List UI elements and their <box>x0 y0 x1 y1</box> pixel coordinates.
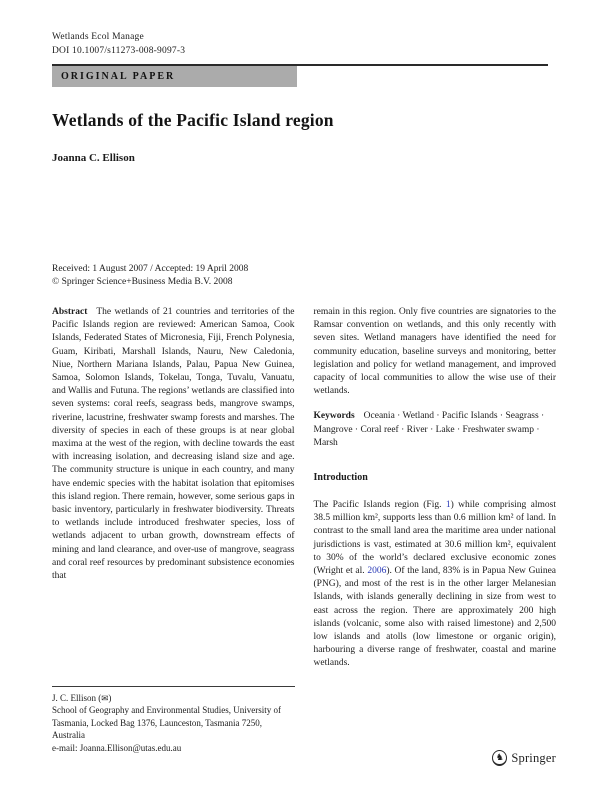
section-heading-introduction: Introduction <box>313 472 368 484</box>
intro-text-2: ) while comprising almost 38.5 million km², supports less than 0.6 million km² of land. In contrast to the small land area the maritime area under national jurisdictions is vast, estimated at 30.6 million km², equivalent to 30% of the world’s declared exclusive economic zones (Wright et al. <box>313 500 556 577</box>
abstract-text-col1: The wetlands of 21 countries and territories of the Pacific Islands region are reviewed: American Samoa, Cook Islands, Federated States of Micronesia, Fiji, French Polynesia, Guam, Kiribati, Marshall Islands, Nauru, New Caledonia, Niue, Northern Mariana Islands, Palau, Papua New Guinea, Samoa, Solomon Islands, Tokelau, Tonga, Tuvalu, Vanuatu, and Wallis and Futuna. The regions’ wetlands are classified into seven systems: coral reefs, seagrass beds, mangrove swamps, riverine, lacustrine, freshwater swamp forests and marshes. The diversity of species in each of these groups is at near global maxima at the west of the region, with decline towards the east with increasing isolation, and decreasing island size and age. The community structure is unique in each country, and many have endemic species with the habitat isolation that epitomises this island region. There remain, however, some serious gaps in basic inventory, particularly in freshwater biodiversity. Threats to wetlands include introduced freshwater species, loss of wetlands adjacent to urban growth, downstream effects of mining and land clearance, and over-use of mangrove, seagrass and coral reef resources by predominant subsistence economies that <box>52 307 295 582</box>
footnote-rule <box>52 686 295 687</box>
keywords-label: Keywords <box>313 411 355 422</box>
springer-horse-icon: ♞ <box>492 750 507 766</box>
abstract-continued-paragraph: remain in this region. Only five countries are signatories to the Ramsar convention on wetlands, and this only recently with seven sites. Wetland managers have identified the need for community education, baseline surveys and monitoring, better legislation and policy for wetland management, and improved capacity of local communities to allow the wise use of their wetlands. <box>313 307 556 397</box>
springer-logo <box>492 750 556 768</box>
correspondence-footnote <box>52 686 295 754</box>
author-name: Joanna C. Ellison <box>52 152 135 164</box>
figure-1-link[interactable]: 1 <box>445 500 451 511</box>
doi-line: DOI 10.1007/s11273-008-9097-3 <box>52 46 186 56</box>
correspondence-author: J. C. Ellison <box>52 692 99 703</box>
correspondence-author-line <box>52 692 295 704</box>
abstract-paragraph <box>52 306 295 583</box>
page-title: Wetlands of the Pacific Island region <box>52 110 334 130</box>
springer-logo-text: Springer <box>511 750 556 765</box>
copyright-line: © Springer Science+Business Media B.V. 2008 <box>52 277 233 287</box>
received-accepted-line: Received: 1 August 2007 / Accepted: 19 April 2008 <box>52 264 249 274</box>
journal-name: Wetlands Ecol Manage <box>52 32 144 42</box>
right-column <box>314 306 557 768</box>
two-column-body <box>52 306 556 768</box>
envelope-icon: ✉ <box>101 692 109 703</box>
citation-link-wright-2006[interactable]: 2006 <box>367 566 387 577</box>
article-type-banner: ORIGINAL PAPER <box>52 66 297 87</box>
introduction-paragraph <box>314 499 557 671</box>
paren-close: ) <box>108 692 112 703</box>
dates-block <box>52 263 248 289</box>
email-line: e-mail: Joanna.Ellison@utas.edu.au <box>52 742 182 753</box>
intro-text-3: ). Of the land, 83% is in Papua New Guinea (PNG), and most of the rest is in the other larger Melanesian Islands, with islands generally declining in size from west to east across the region. There are approximately 200 high islands (volcanic, some also with raised limestone) and 2,500 low islands and atolls (low limestone or organic origin), harbouring a diverse range of freshwater, coastal and marine wetlands. <box>313 566 556 669</box>
paren-open: ( <box>98 692 102 703</box>
abstract-label: Abstract <box>52 307 88 317</box>
intro-text-1: The Pacific Islands region (Fig. <box>313 500 446 511</box>
affiliation-text: School of Geography and Environmental Studies, University of Tasmania, Locked Bag 1376, Launceston, Tasmania 7250, Australia <box>52 705 281 741</box>
left-column <box>52 306 295 768</box>
keywords-block <box>314 410 557 450</box>
keywords-text: Oceania · Wetland · Pacific Islands · Seagrass · Mangrove · Coral reef · River · Lake · Freshwater swamp · Marsh <box>313 411 545 448</box>
